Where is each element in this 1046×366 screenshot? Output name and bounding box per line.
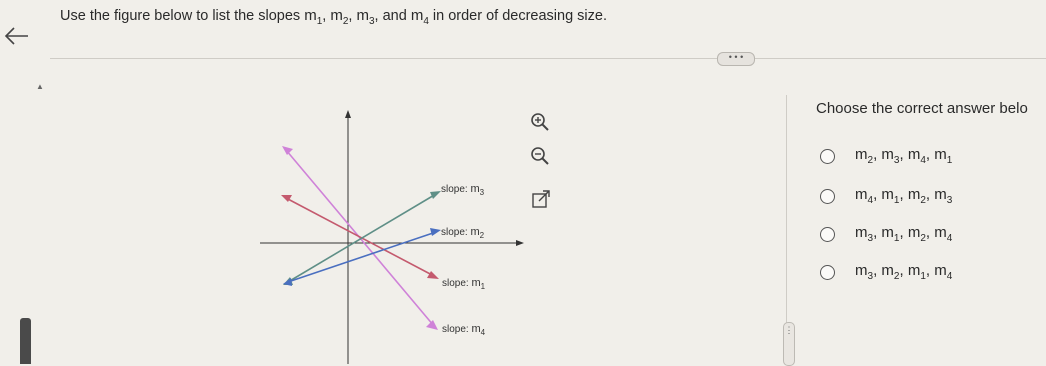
zoom-in-icon[interactable] bbox=[529, 111, 551, 133]
choice-label: $m_3$, $m_2$, $m_1$, $m_4$ bbox=[855, 262, 953, 282]
line-m4 bbox=[286, 150, 434, 326]
line-m2-arrow-end bbox=[430, 228, 441, 236]
line-m4-arrow-end bbox=[426, 320, 438, 330]
slope-m2: $m_2$ bbox=[330, 7, 349, 27]
back-arrow-icon[interactable] bbox=[2, 22, 30, 50]
line-m4-arrow-start bbox=[282, 146, 293, 155]
label-m2: slope: $m_2$ bbox=[441, 226, 485, 240]
answer-choice-4[interactable] bbox=[820, 261, 952, 283]
answer-choice-2[interactable] bbox=[820, 185, 952, 207]
radio-button[interactable] bbox=[820, 265, 835, 280]
x-axis-arrow bbox=[516, 240, 524, 246]
slope-m3: $m_3$ bbox=[356, 7, 375, 27]
radio-button[interactable] bbox=[820, 227, 835, 242]
label-m3: slope: $m_3$ bbox=[441, 183, 485, 197]
label-m1: slope: $m_1$ bbox=[442, 277, 486, 291]
choice-label: $m_4$, $m_1$, $m_2$, $m_3$ bbox=[855, 186, 953, 206]
answer-prompt: Choose the correct answer belo bbox=[816, 100, 1028, 117]
label-m4: slope: $m_4$ bbox=[442, 323, 486, 337]
divider bbox=[50, 58, 1046, 59]
line-m3 bbox=[288, 194, 436, 282]
zoom-out-icon[interactable] bbox=[529, 145, 551, 167]
question-suffix: in order of decreasing size. bbox=[428, 8, 607, 24]
scroll-up-icon[interactable]: ▲ bbox=[36, 82, 44, 91]
answer-choice-3[interactable] bbox=[820, 223, 952, 245]
panel-resize-handle[interactable]: ⋮ bbox=[783, 322, 795, 366]
line-m3-arrow-end bbox=[430, 191, 441, 199]
left-panel-tab[interactable] bbox=[20, 318, 31, 364]
line-m1-arrow-end bbox=[427, 271, 439, 279]
slopes-figure bbox=[260, 108, 530, 364]
open-external-icon[interactable] bbox=[530, 189, 552, 211]
radio-button[interactable] bbox=[820, 149, 835, 164]
question-text: Use the figure below to list the slopes $m_1$, $m_2$, $m_3$, and $m_4$ in order of decreasing size. bbox=[60, 7, 607, 27]
answer-choice-1[interactable] bbox=[820, 145, 952, 167]
slope-m1: $m_1$ bbox=[304, 7, 323, 27]
question-prefix: Use the figure below to list the slopes bbox=[60, 8, 305, 24]
more-button[interactable]: • • • bbox=[717, 52, 755, 66]
choice-label: $m_2$, $m_3$, $m_4$, $m_1$ bbox=[855, 146, 953, 166]
slope-m4: $m_4$ bbox=[410, 7, 429, 27]
radio-button[interactable] bbox=[820, 189, 835, 204]
y-axis-arrow bbox=[345, 110, 351, 118]
choice-label: $m_3$, $m_1$, $m_2$, $m_4$ bbox=[855, 224, 953, 244]
line-m1 bbox=[286, 198, 434, 276]
